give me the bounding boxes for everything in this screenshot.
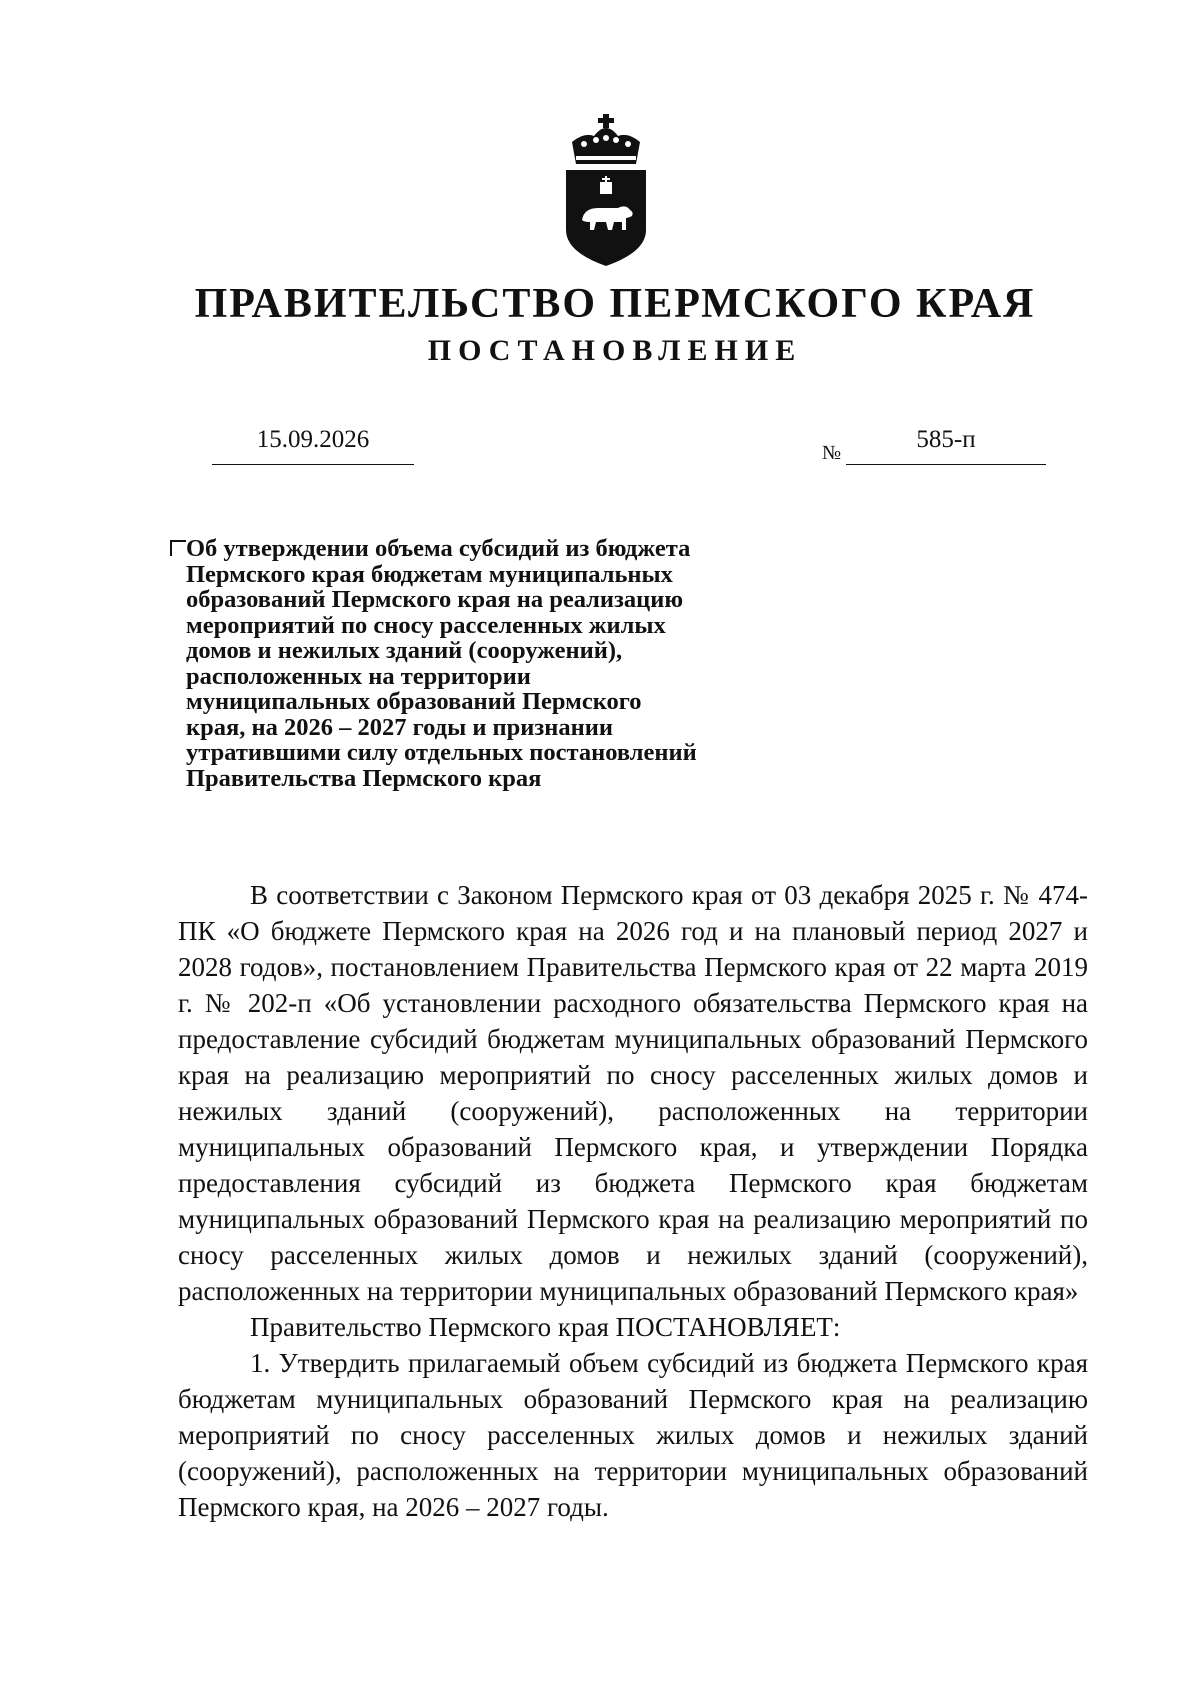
document-number: 585-п: [916, 426, 976, 453]
preamble-paragraph: В соответствии с Законом Пермского края от 03 декабря 2025 г. № 474-ПК «О бюджете Пермского края на 2026 год и на плановый период 2027 и 2028 годов», постановлением Правительства Пермского края от 22 марта 2019 г. № 202-п «Об установлении расходного обязательства Пермского края на предоставление субсидий бюджетам муниципальных образований Пермского края на реализацию мероприятий по сносу расселенных жилых домов и нежилых зданий (сооружений), расположенных на территории муниципальных образований Пермского края, и утверждении Порядка предоставления субсидий из бюджета Пермского края бюджетам муниципальных образований Пермского края на реализацию мероприятий по сносу расселенных жилых домов и нежилых зданий (сооружений), расположенных на территории муниципальных образований Пермского края»: [178, 880, 1088, 1306]
document-body: [178, 877, 1088, 1525]
title-line: Об утверждении объема субсидий из бюджета: [186, 535, 691, 562]
title-line: образований Пермского края на реализацию: [186, 586, 684, 613]
title-line: домов и нежилых зданий (сооружений),: [186, 637, 623, 664]
organization-title: ПРАВИТЕЛЬСТВО ПЕРМСКОГО КРАЯ: [194, 281, 1036, 327]
title-line: Правительства Пермского края: [186, 764, 542, 792]
title-corner-mark: [170, 540, 186, 556]
title-line: Пермского края бюджетам муниципальных: [186, 560, 673, 588]
title-line: муниципальных образований Пермского: [186, 688, 642, 715]
number-field: [846, 424, 1046, 465]
title-line: края, на 2026 – 2027 годы и признании: [186, 713, 613, 741]
document-title: [186, 536, 826, 791]
date-field: [212, 424, 414, 465]
title-line: утратившими силу отдельных постановлений: [186, 739, 697, 766]
document-date: 15.09.2026: [256, 426, 370, 453]
title-line: мероприятий по сносу расселенных жилых: [186, 611, 666, 639]
title-line: расположенных на территории: [186, 662, 531, 690]
document-type: ПОСТАНОВЛЕНИЕ: [427, 334, 803, 367]
item-1-paragraph: 1. Утвердить прилагаемый объем субсидий из бюджета Пермского края бюджетам муниципальных образований Пермского края на реализацию мероприятий по сносу расселенных жилых домов и нежилых зданий (сооружений), расположенных на территории муниципальных образований Пермского края, на 2026 – 2027 годы.: [178, 1348, 1088, 1522]
number-sign: №: [822, 442, 842, 464]
resolves-paragraph: Правительство Пермского края ПОСТАНОВЛЯЕТ:: [250, 1312, 841, 1342]
coat-of-arms-icon: [560, 112, 652, 268]
